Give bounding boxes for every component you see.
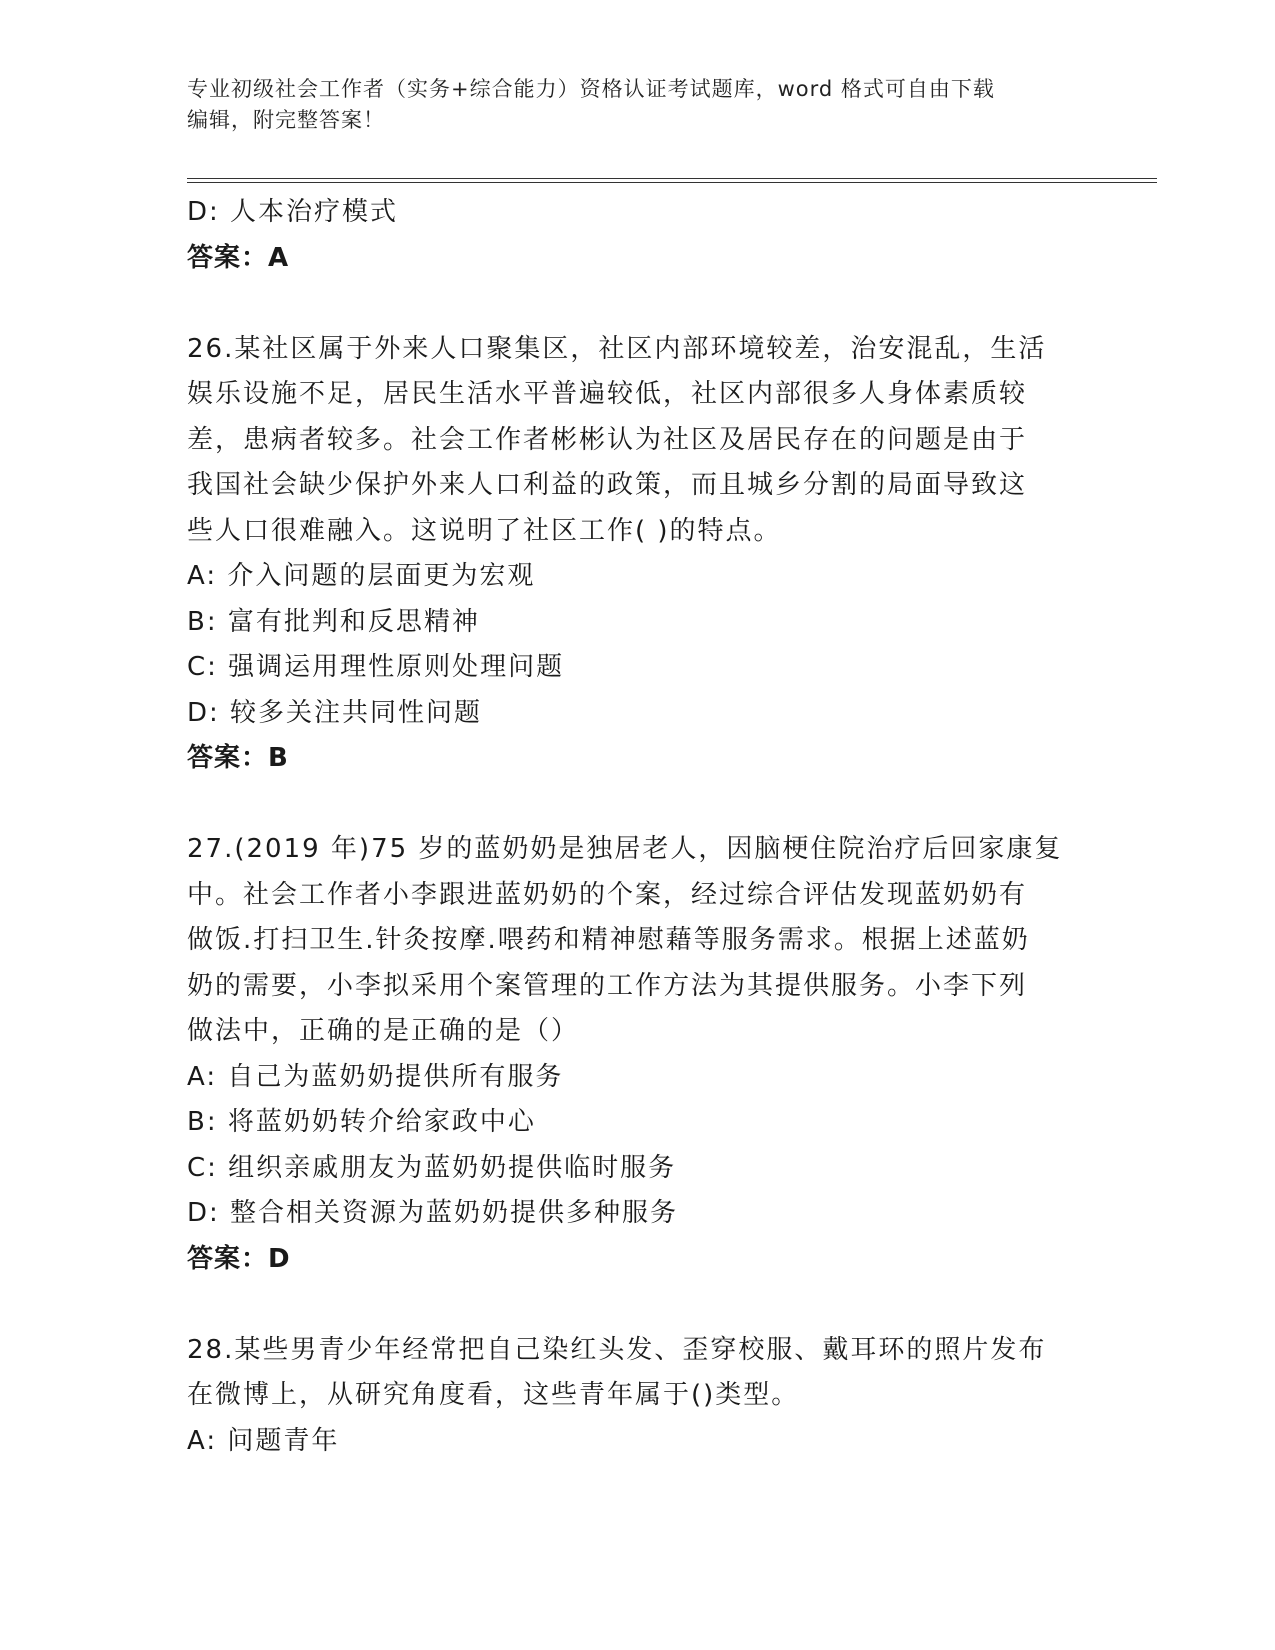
header-line-2: 编辑，附完整答案！ <box>187 108 385 132</box>
option-a: A: 介入问题的层面更为宏观 <box>187 561 536 591</box>
option-b: B: 将蓝奶奶转介给家政中心 <box>187 1107 536 1137</box>
option-d: D: 整合相关资源为蓝奶奶提供多种服务 <box>187 1198 679 1228</box>
spacer <box>187 1282 1087 1328</box>
question-stem-line: 些人口很难融入。这说明了社区工作( )的特点。 <box>187 515 782 546</box>
question-stem-line: 27.(2019 年)75 岁的蓝奶奶是独居老人，因脑梗住院治疗后回家康复 <box>187 834 1063 864</box>
question-28 <box>187 1328 1087 1465</box>
option-c: C: 组织亲戚朋友为蓝奶奶提供临时服务 <box>187 1152 677 1183</box>
document-body <box>187 190 1087 1464</box>
question-stem-line: 娱乐设施不足，居民生活水平普遍较低，社区内部很多人身体素质较 <box>187 379 1028 409</box>
spacer <box>187 281 1087 327</box>
question-stem-line: 差，患病者较多。社会工作者彬彬认为社区及居民存在的问题是由于 <box>187 424 1028 455</box>
question-stem-line: 奶的需要，小李拟采用个案管理的工作方法为其提供服务。小李下列 <box>187 970 1028 1001</box>
document-header <box>187 74 1087 136</box>
answer-label: 答案：A <box>187 242 290 273</box>
question-26 <box>187 327 1087 782</box>
header-double-rule <box>187 178 1157 183</box>
question-27 <box>187 827 1087 1282</box>
option-c: C: 强调运用理性原则处理问题 <box>187 652 565 682</box>
option-d: D: 人本治疗模式 <box>187 197 399 227</box>
option-d: D: 较多关注共同性问题 <box>187 697 483 728</box>
question-stem-line: 在微博上，从研究角度看，这些青年属于()类型。 <box>187 1380 800 1410</box>
answer-label: 答案：D <box>187 1243 291 1274</box>
question-25-tail <box>187 190 1087 281</box>
question-stem-line: 我国社会缺少保护外来人口利益的政策，而且城乡分割的局面导致这 <box>187 470 1028 500</box>
question-stem-line: 做饭.打扫卫生.针灸按摩.喂药和精神慰藉等服务需求。根据上述蓝奶 <box>187 925 1030 955</box>
question-stem-line: 28.某些男青少年经常把自己染红头发、歪穿校服、戴耳环的照片发布 <box>187 1334 1047 1365</box>
question-stem-line: 中。社会工作者小李跟进蓝奶奶的个案，经过综合评估发现蓝奶奶有 <box>187 879 1028 910</box>
question-stem-line: 做法中，正确的是正确的是（） <box>187 1016 580 1046</box>
spacer <box>187 782 1087 828</box>
option-b: B: 富有批判和反思精神 <box>187 606 480 637</box>
option-a: A: 问题青年 <box>187 1425 340 1456</box>
option-a: A: 自己为蓝奶奶提供所有服务 <box>187 1061 564 1092</box>
answer-label: 答案：B <box>187 743 289 773</box>
question-stem-line: 26.某社区属于外来人口聚集区，社区内部环境较差，治安混乱，生活 <box>187 333 1047 364</box>
header-line-1: 专业初级社会工作者（实务+综合能力）资格认证考试题库，word 格式可自由下载 <box>187 77 995 101</box>
